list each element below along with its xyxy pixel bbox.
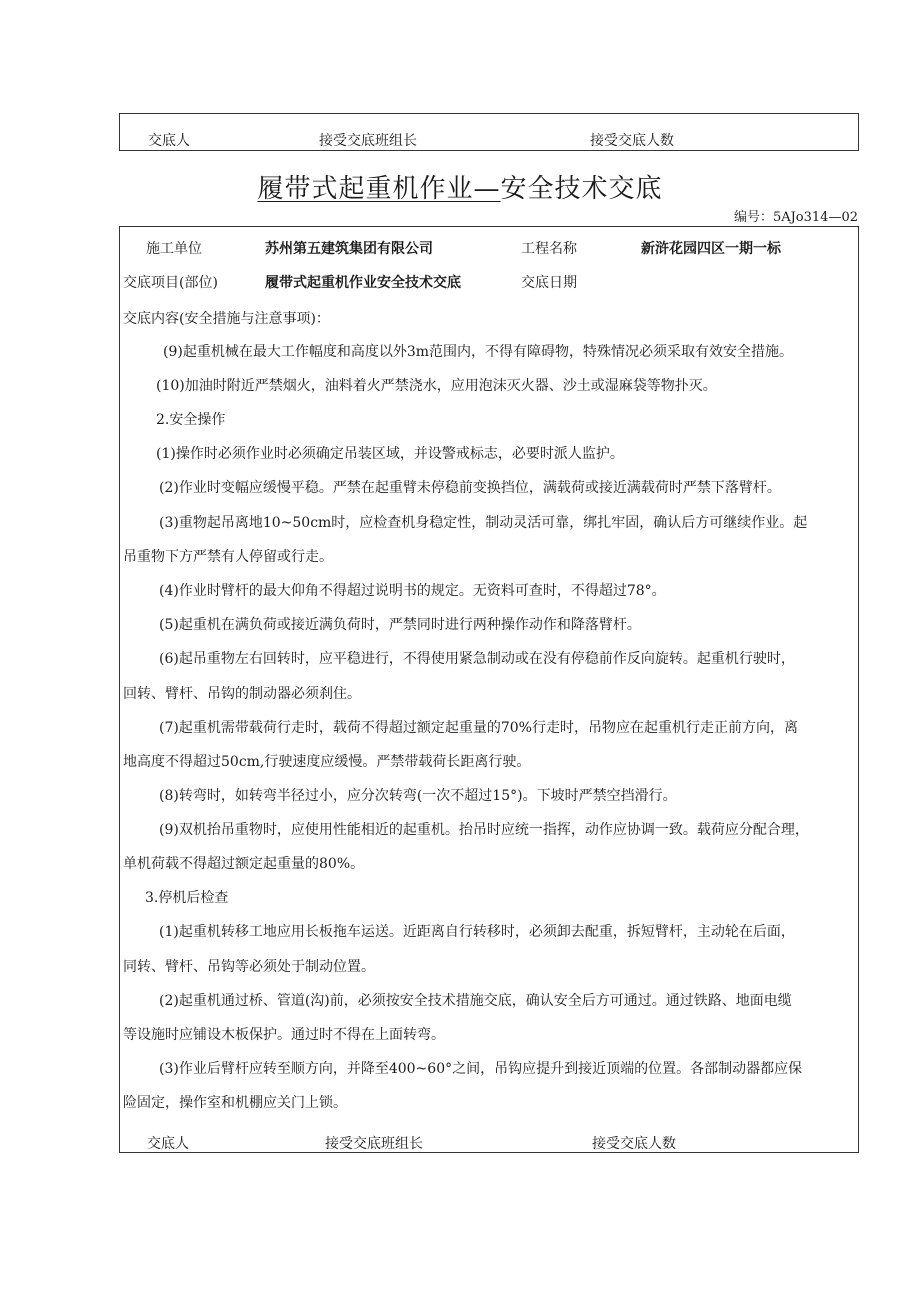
body-line: 吊重物下方严禁有人停留或行走。 xyxy=(123,549,333,565)
unit-value: 苏州第五建筑集团有限公司 xyxy=(265,241,433,257)
body-line: (3)重物起吊离地10~50cm时，应检查机身稳定性，制动灵活可靠，绑扎牢固，确认后方可继续作业。起 xyxy=(159,515,808,531)
body-line: (4)作业时臂杆的最大仰角不得超过说明书的规定。无资料可查时，不得超过78°。 xyxy=(159,583,666,599)
body-line: (6)起吊重物左右回转时，应平稳进行，不得使用紧急制动或在没有停稳前作反向旋转。起重机行驶时， xyxy=(159,651,795,667)
body-line: (3)作业后臂杆应转至顺方向，并降至400~60°之间，吊钩应提升到接近顶端的位置。各部制动器都应保 xyxy=(159,1061,803,1077)
body-line: (2)作业时变幅应缓慢平稳。严禁在起重臂未停稳前变换挡位，满载荷或接近满载荷时严禁下落臂杆。 xyxy=(159,480,781,496)
body-line: (2)起重机通过桥、管道(沟)前，必须按安全技术措施交底，确认安全后方可通过。通过铁路、地面电缆 xyxy=(159,993,792,1009)
body-line: (8)转弯时，如转弯半径过小，应分次转弯(一次不超过15°)。下坡时严禁空挡滑行。 xyxy=(159,788,677,804)
body-line: 险固定，操作室和机棚应关门上锁。 xyxy=(123,1095,347,1111)
body-line: 3.停机后检查 xyxy=(145,890,229,906)
body-line: 单机荷载不得超过额定起重量的80%。 xyxy=(123,856,365,872)
body-line: 回转、臂杆、吊钩的制动器必须刹住。 xyxy=(123,686,361,702)
body-line: (7)起重机需带载荷行走时，载荷不得超过额定起重量的70%行走时，吊物应在起重机行走正前方向，离 xyxy=(159,720,798,736)
top-receiver-leader-label: 接受交底班组长 xyxy=(319,133,417,149)
project-value: 新浒花园四区一期一标 xyxy=(641,241,781,257)
body-line: 地高度不得超过50cm,行驶速度应缓慢。严禁带载荷长距离行驶。 xyxy=(123,754,531,770)
top-signature-box xyxy=(119,113,859,151)
content-label: 交底内容(安全措施与注意事项)： xyxy=(123,311,330,327)
body-line: (9)起重机械在最大工作幅度和高度以外3m范围内，不得有障碍物，特殊情况必须采取有效安全措施。 xyxy=(163,344,794,360)
top-receiver-count-label: 接受交底人数 xyxy=(590,133,674,149)
item-value: 履带式起重机作业安全技术交底 xyxy=(265,275,461,291)
title-dash: — xyxy=(473,174,501,204)
body-line: 2.安全操作 xyxy=(156,412,226,428)
top-briefer-label: 交底人 xyxy=(148,133,190,149)
project-label: 工程名称 xyxy=(521,241,577,257)
body-line: 等设施时应铺设木板保护。通过时不得在上面转弯。 xyxy=(123,1027,445,1043)
date-label: 交底日期 xyxy=(521,275,577,291)
bottom-briefer-label: 交底人 xyxy=(147,1136,189,1152)
title-underlined: 履带式起重机作业 xyxy=(257,174,474,204)
unit-label: 施工单位 xyxy=(146,241,202,257)
document-number: 编号：5AJo314—02 xyxy=(733,210,858,225)
document-title xyxy=(0,168,920,205)
body-line: (1)操作时必须作业时必须确定吊装区域，并设警戒标志，必要时派人监护。 xyxy=(156,446,624,462)
bottom-receiver-count-label: 接受交底人数 xyxy=(592,1136,676,1152)
body-line: (9)双机抬吊重物时，应使用性能相近的起重机。抬吊时应统一指挥，动作应协调一致。载荷应分配合理， xyxy=(159,822,809,838)
item-label: 交底项目(部位) xyxy=(123,275,218,291)
title-rest: 安全技术交底 xyxy=(500,174,663,204)
body-line: (10)加油时附近严禁烟火，油料着火严禁浇水，应用泡沫灭火器、沙土或湿麻袋等物扑灭。 xyxy=(156,378,717,394)
body-line: (1)起重机转移工地应用长板拖车运送。近距离自行转移时，必须卸去配重，拆短臂杆，主动轮在后面， xyxy=(159,924,795,940)
body-line: 同转、臂杆、吊钩等必须处于制动位置。 xyxy=(123,959,375,975)
body-line: (5)起重机在满负荷或接近满负荷时，严禁同时进行两种操作动作和降落臂杆。 xyxy=(159,617,641,633)
bottom-receiver-leader-label: 接受交底班组长 xyxy=(325,1136,423,1152)
